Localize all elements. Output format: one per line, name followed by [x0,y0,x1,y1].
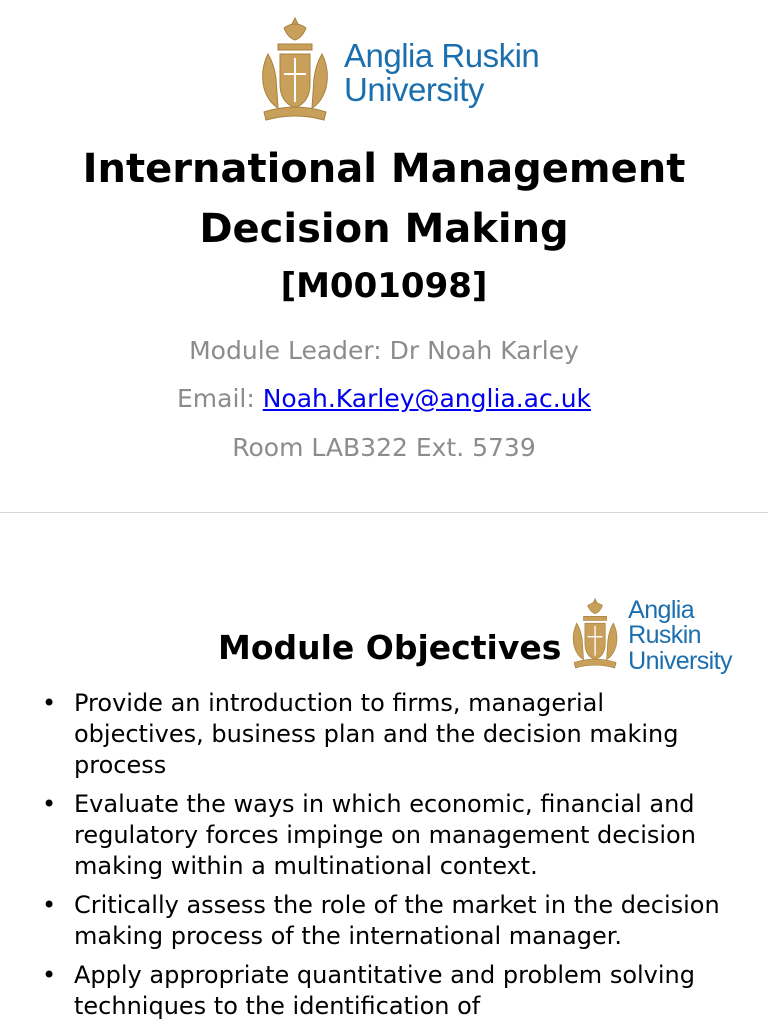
email-label: Email: [176,384,263,413]
slide-1 [0,0,768,512]
university-logo [570,590,768,678]
slide-title-line-2: Decision Making [199,206,569,252]
university-logo [258,14,539,126]
objectives-list [40,688,740,1030]
email-line [0,384,768,413]
objective-item: • Apply appropriate quantitative and problem solving techniques to the identification of [40,960,740,1022]
slide-title-line-1: International Management [82,146,686,192]
module-leader: Module Leader: Dr Noah Karley [189,336,579,365]
course-code: [M001098] [280,266,488,306]
logo-line-2: University [344,71,484,108]
room-info: Room LAB322 Ext. 5739 [232,433,536,462]
logo-line-2: University [628,646,732,675]
logo-line-1: Anglia Ruskin [628,595,701,650]
logo-line-1: Anglia Ruskin [344,37,540,75]
logo-wordmark [344,39,539,106]
objectives-title: Module Objectives [218,628,562,667]
logo-wordmark [628,595,768,675]
objective-item: • Evaluate the ways in which economic, financial and regulatory forces impinge on management decision making within a multinational context. [40,789,740,882]
crest-icon [258,14,332,126]
objective-item: • Critically assess the role of the market in the decision making process of the international manager. [40,890,740,952]
email-link[interactable]: Noah.Karley@anglia.ac.uk [262,384,592,413]
crest-icon [570,590,620,678]
objective-item: • Provide an introduction to firms, managerial objectives, business plan and the decision making process [40,688,740,781]
